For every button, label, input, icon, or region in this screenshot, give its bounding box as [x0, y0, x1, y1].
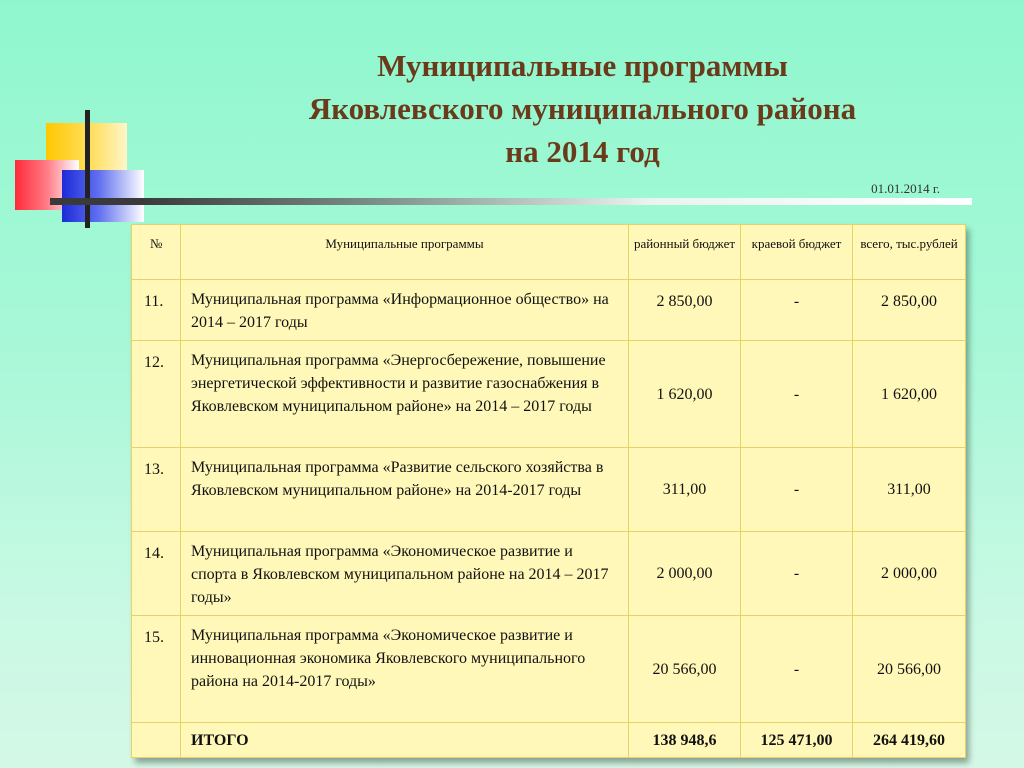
divider-line: [50, 198, 972, 205]
district-budget: 2 850,00: [629, 280, 741, 341]
total-budget: 20 566,00: [853, 616, 966, 723]
district-budget: 311,00: [629, 448, 741, 532]
table-header-row: [132, 225, 966, 280]
total-label: ИТОГО: [181, 723, 629, 758]
header-total: всего, тыс.рублей: [853, 225, 966, 280]
total-regional-budget: 125 471,00: [741, 723, 853, 758]
row-number: 11.: [132, 280, 181, 341]
table-total-row: [132, 723, 966, 758]
program-name: Муниципальная программа «Развитие сельского хозяйства в Яковлевском муниципальном районе» на 2014-2017 годы: [181, 448, 629, 532]
table-row: [132, 341, 966, 448]
regional-budget: -: [741, 280, 853, 341]
row-number: 15.: [132, 616, 181, 723]
header-number: №: [132, 225, 181, 280]
row-number-empty: [132, 723, 181, 758]
title-line-2: Яковлевского муниципального района: [308, 91, 857, 126]
total-budget: 1 620,00: [853, 341, 966, 448]
district-budget: 20 566,00: [629, 616, 741, 723]
header-program: Муниципальные программы: [181, 225, 629, 280]
district-budget: 1 620,00: [629, 341, 741, 448]
program-name: Муниципальная программа «Экономическое развитие и инновационная экономика Яковлевского муниципального района на 2014-2017 годы»: [181, 616, 629, 723]
table-row: [132, 448, 966, 532]
row-number: 14.: [132, 532, 181, 616]
total-budget: 2 000,00: [853, 532, 966, 616]
header-district-budget: районный бюджет: [629, 225, 741, 280]
row-number: 12.: [132, 341, 181, 448]
decor-blue-square: [62, 170, 144, 222]
title-line-1: Муниципальные программы: [377, 48, 788, 83]
decor-vertical-line: [85, 110, 90, 228]
title-line-3: на 2014 год: [505, 134, 660, 169]
regional-budget: -: [741, 616, 853, 723]
program-name: Муниципальная программа «Экономическое развитие и спорта в Яковлевском муниципальном районе на 2014 – 2017 годы»: [181, 532, 629, 616]
total-all-budget: 264 419,60: [853, 723, 966, 758]
header-regional-budget: краевой бюджет: [741, 225, 853, 280]
total-budget: 2 850,00: [853, 280, 966, 341]
row-number: 13.: [132, 448, 181, 532]
program-name: Муниципальная программа «Энергосбережение, повышение энергетической эффективности и развитие газоснабжения в Яковлевском муниципальном районе» на 2014 – 2017 годы: [181, 341, 629, 448]
regional-budget: -: [741, 532, 853, 616]
table-row: [132, 532, 966, 616]
program-name: Муниципальная программа «Информационное общество» на 2014 – 2017 годы: [181, 280, 629, 341]
programs-table: [131, 224, 965, 758]
district-budget: 2 000,00: [629, 532, 741, 616]
table-row: [132, 280, 966, 341]
table-row: [132, 616, 966, 723]
total-budget: 311,00: [853, 448, 966, 532]
total-district-budget: 138 948,6: [629, 723, 741, 758]
regional-budget: -: [741, 448, 853, 532]
slide-title: [250, 44, 915, 173]
report-date: 01.01.2014 г.: [871, 181, 940, 196]
regional-budget: -: [741, 341, 853, 448]
